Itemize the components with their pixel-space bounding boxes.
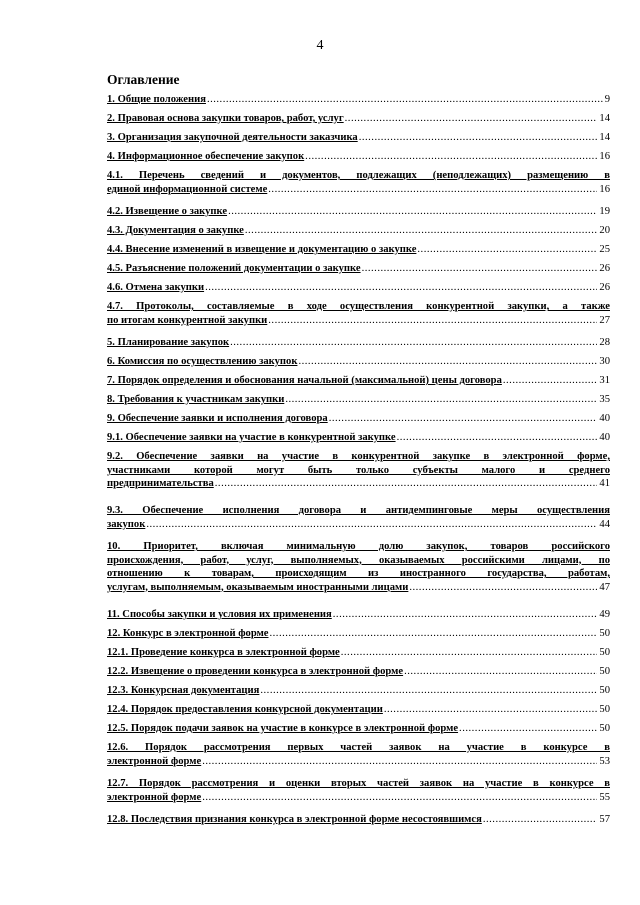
dot-leader [384, 703, 598, 717]
toc-entry[interactable] [107, 336, 610, 350]
toc-entry-title[interactable]: 1. Общие положения [107, 94, 206, 105]
toc-entry[interactable] [107, 300, 610, 327]
toc-page-number: 26 [599, 282, 610, 293]
dot-leader [270, 627, 598, 641]
toc-page-number: 26 [599, 263, 610, 274]
toc-entry[interactable] [107, 540, 610, 594]
toc-entry[interactable] [107, 627, 610, 641]
toc-entry-title[interactable]: 12. Конкурс в электронной форме [107, 628, 269, 639]
toc-entry[interactable] [107, 224, 610, 238]
toc-entry-title[interactable]: 5. Планирование закупок [107, 337, 230, 348]
dot-leader [146, 518, 597, 532]
toc-entry-title[interactable]: 4. Информационное обеспечение закупок [107, 151, 305, 162]
toc-entry[interactable] [107, 431, 610, 445]
toc-entry-title[interactable]: предпринимательства [107, 478, 214, 489]
dot-leader [459, 722, 597, 736]
dot-leader [205, 281, 597, 295]
dot-leader [362, 262, 598, 276]
toc-entry[interactable] [107, 169, 610, 196]
toc-entry-title[interactable]: 4.7. Протоколы, составляемые в ходе осуществления конкурентной закупки, а также [107, 301, 610, 312]
toc-entry-title[interactable]: 12.3. Конкурсная документация [107, 685, 260, 696]
dot-leader [202, 791, 597, 805]
dot-leader [202, 755, 597, 769]
toc-page-number: 14 [599, 113, 610, 124]
toc-page-number: 47 [599, 581, 610, 593]
toc-entry-title[interactable]: происхождения, работ, услуг, выполняемых, оказываемых российскими лицами, по [107, 554, 610, 566]
toc-page-number: 57 [599, 814, 610, 825]
dot-leader [228, 205, 597, 219]
toc-entry-title[interactable]: 4.2. Извещение о закупке [107, 206, 228, 217]
toc-entry[interactable] [107, 355, 610, 369]
toc-page-number: 27 [599, 314, 610, 326]
dot-leader [230, 336, 597, 350]
toc-entry[interactable] [107, 412, 610, 426]
dot-leader [345, 112, 598, 126]
dot-leader [285, 393, 597, 407]
dot-leader [503, 374, 598, 388]
toc-page-number: 16 [599, 151, 610, 162]
dot-leader [268, 314, 597, 328]
toc-entry-title[interactable]: участниками которой могут быть только субъекты малого и среднего [107, 464, 610, 476]
toc-entry[interactable] [107, 93, 610, 107]
toc-page-number: 40 [599, 432, 610, 443]
toc-entry-title[interactable]: 9.1. Обеспечение заявки на участие в конкурентной закупке [107, 432, 396, 443]
toc-page-number: 53 [599, 755, 610, 767]
toc-entry[interactable] [107, 722, 610, 736]
toc-entry[interactable] [107, 112, 610, 126]
toc-entry[interactable] [107, 374, 610, 388]
toc-page-number: 50 [599, 723, 610, 734]
toc-entry-title[interactable]: 9.2. Обеспечение заявки на участие в конкурентной закупке в электронной форме, [107, 451, 610, 462]
dot-leader [260, 684, 597, 698]
toc-page-number: 30 [599, 356, 610, 367]
toc-entry-title[interactable]: 4.1. Перечень сведений и документов, подлежащих (неподлежащих) размещению в [107, 170, 610, 181]
toc-entry[interactable] [107, 450, 610, 491]
toc-entry-title[interactable]: по итогам конкурентной закупки [107, 314, 268, 326]
toc-entry[interactable] [107, 813, 610, 827]
toc-entry-title[interactable]: 4.3. Документация о закупке [107, 225, 244, 236]
toc-entry[interactable] [107, 150, 610, 164]
toc-page-number: 25 [599, 244, 610, 255]
toc-page-number: 31 [599, 375, 610, 386]
dot-leader [298, 355, 597, 369]
toc-entry[interactable] [107, 741, 610, 768]
toc-page-number: 19 [599, 206, 610, 217]
page-number: 4 [316, 38, 324, 53]
toc-page-number: 50 [599, 666, 610, 677]
toc-entry-title[interactable]: 12.5. Порядок подачи заявок на участие в конкурсе в электронной форме [107, 723, 459, 734]
toc-entry-title[interactable]: электронной форме [107, 791, 202, 803]
toc-page-number: 50 [599, 685, 610, 696]
toc-entry[interactable] [107, 262, 610, 276]
toc-entry[interactable] [107, 131, 610, 145]
toc-entry-title[interactable]: 9.3. Обеспечение исполнения договора и антидемпинговые меры осуществления [107, 505, 610, 516]
toc-page-number: 16 [599, 183, 610, 195]
toc-entry[interactable] [107, 243, 610, 257]
toc-entry-title[interactable]: 3. Организация закупочной деятельности заказчика [107, 132, 358, 143]
toc-entry[interactable] [107, 665, 610, 679]
toc-entry[interactable] [107, 393, 610, 407]
toc-title: Оглавление [107, 72, 180, 87]
toc-entry-title[interactable]: 6. Комиссия по осуществлению закупок [107, 356, 298, 367]
toc-page-number: 9 [604, 94, 610, 105]
toc-entry[interactable] [107, 646, 610, 660]
toc-page-number: 50 [599, 647, 610, 658]
toc-page-number: 50 [599, 704, 610, 715]
toc-entry-title[interactable]: закупок [107, 518, 146, 530]
toc-entry-title[interactable]: 12.8. Последствия признания конкурса в электронной форме несостоявшимся [107, 814, 482, 825]
toc-entry[interactable] [107, 281, 610, 295]
toc-entry-title[interactable]: 4.4. Внесение изменений в извещение и документацию о закупке [107, 244, 417, 255]
dot-leader [215, 477, 598, 491]
dot-leader [417, 243, 597, 257]
dot-leader [329, 412, 598, 426]
toc-entry-title[interactable]: электронной форме [107, 755, 202, 767]
toc-page-number: 20 [599, 225, 610, 236]
toc-entry[interactable] [107, 777, 610, 804]
toc-entry-title[interactable]: 12.4. Порядок предоставления конкурсной документации [107, 704, 383, 715]
dot-leader [305, 150, 597, 164]
toc-page-number: 14 [599, 132, 610, 143]
toc-entry[interactable] [107, 608, 610, 622]
toc-entry-title[interactable]: 10. Приоритет, включая минимальную долю закупок, товаров российского [107, 541, 610, 552]
dot-leader [268, 183, 597, 197]
dot-leader [359, 131, 598, 145]
toc-entry-title[interactable]: единой информационной системе [107, 183, 268, 195]
dot-leader [341, 646, 598, 660]
toc-entry-title[interactable]: 12.1. Проведение конкурса в электронной форме [107, 647, 340, 658]
toc-page-number: 55 [599, 791, 610, 803]
toc-entry-title[interactable]: отношению к товарам, происходящим из иностранного государства, работам, [107, 568, 610, 579]
toc-page-number: 49 [599, 609, 610, 620]
toc-entry[interactable] [107, 703, 610, 717]
toc-entry[interactable] [107, 205, 610, 219]
dot-leader [404, 665, 597, 679]
toc-entry[interactable] [107, 504, 610, 531]
dot-leader [245, 224, 598, 238]
toc-entry-title[interactable]: 8. Требования к участникам закупки [107, 394, 285, 405]
toc-entry[interactable] [107, 684, 610, 698]
toc-entry-title[interactable]: 9. Обеспечение заявки и исполнения договора [107, 413, 328, 424]
toc-entry-title[interactable]: 7. Порядок определения и обоснования начальной (максимальной) цены договора [107, 375, 502, 386]
dot-leader [333, 608, 598, 622]
toc-page-number: 28 [599, 337, 610, 348]
toc-entry-title[interactable]: 4.5. Разъяснение положений документации о закупке [107, 263, 361, 274]
toc-page-number: 41 [599, 478, 610, 489]
dot-leader [409, 581, 597, 595]
toc-page-number: 40 [599, 413, 610, 424]
toc-page-number: 44 [599, 518, 610, 530]
dot-leader [397, 431, 598, 445]
toc-entry-title[interactable]: 12.6. Порядок рассмотрения первых частей заявок на участие в конкурсе в [107, 742, 610, 753]
toc-entry-title[interactable]: 12.7. Порядок рассмотрения и оценки вторых частей заявок на участие в конкурсе в [107, 778, 610, 789]
dot-leader [483, 813, 598, 827]
toc-entry-title[interactable]: 11. Способы закупки и условия их применения [107, 609, 332, 620]
toc-page-number: 50 [599, 628, 610, 639]
toc-entry-title[interactable]: 2. Правовая основа закупки товаров, работ, услуг [107, 113, 344, 124]
toc-entry-title[interactable]: услугам, выполняемым, оказываемым иностранными лицами [107, 581, 409, 593]
toc-page-number: 35 [599, 394, 610, 405]
dot-leader [207, 93, 603, 107]
toc-entry-title[interactable]: 4.6. Отмена закупки [107, 282, 205, 293]
toc-entry-title[interactable]: 12.2. Извещение о проведении конкурса в электронной форме [107, 666, 404, 677]
